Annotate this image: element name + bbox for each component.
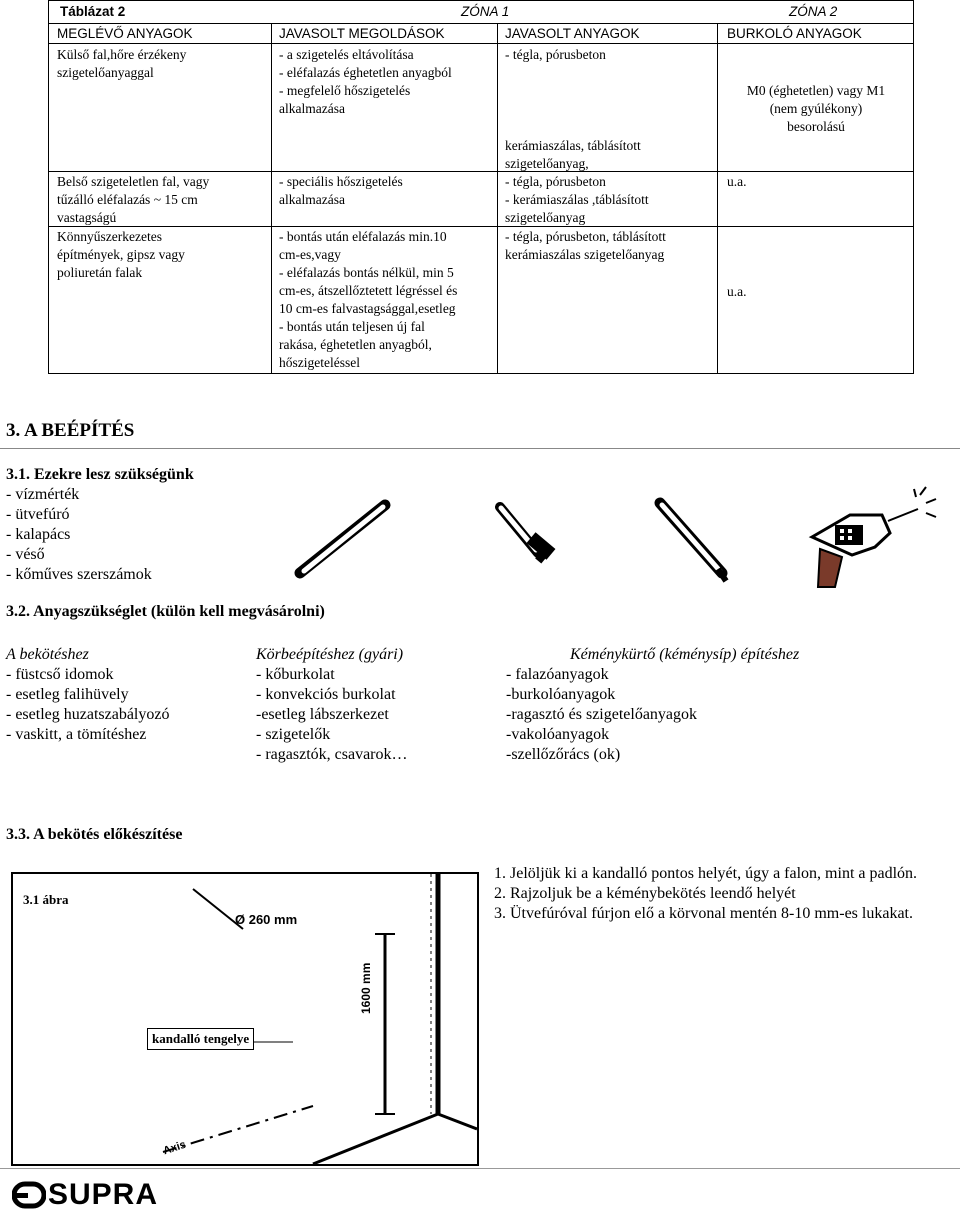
col1-heading: A bekötéshez	[6, 646, 89, 663]
figure-label: 3.1 ábra	[23, 892, 69, 907]
section3-title: 3. A BEÉPÍTÉS	[6, 420, 135, 441]
col1-list: - füstcső idomok - esetleg falihüvely - esetleg huzatszabályozó - vaskitt, a tömítéshez	[6, 666, 170, 743]
tools-list: - vízmérték - ütvefúró - kalapács - véső - kőműves szerszámok	[6, 486, 152, 583]
axis-marker: Axis	[161, 1138, 188, 1158]
steps-list: 1. Jelöljük ki a kandalló pontos helyét, úgy a falon, mint a padlón. 2. Rajzoljuk be a kéménybekötés leendő helyét 3. Ütvefúróval fúrjon elő a körvonal mentén 8-10 mm-es lukakat.	[494, 865, 918, 922]
row3-cladding: u.a.	[727, 284, 747, 299]
table-title: Táblázat 2	[60, 4, 126, 19]
tools-illustration	[290, 485, 950, 600]
sub33-title: 3.3. A bekötés előkészítése	[6, 826, 183, 843]
col2-list: - kőburkolat - konvekciós burkolat -esetleg lábszerkezet - szigetelők - ragasztók, csavarok…	[256, 666, 408, 763]
row2-existing: Belső szigeteletlen fal, vagy tűzálló eléfalazás ~ 15 cm vastagságú	[57, 174, 210, 225]
row2-solution: - speciális hőszigetelés alkalmazása	[279, 174, 403, 207]
logo-text: SUPRA	[48, 1178, 159, 1211]
chisel-icon	[660, 503, 726, 581]
header-existing: MEGLÉVŐ ANYAGOK	[57, 26, 193, 41]
supra-logo	[12, 1178, 158, 1212]
col3-heading: Kéménykürtő (kéménysíp) építéshez	[570, 646, 800, 663]
col2-heading: Körbeépítéshez (gyári)	[256, 646, 404, 663]
figure-3-1	[11, 872, 479, 1166]
drill-icon	[812, 487, 936, 587]
row3-existing: Könnyűszerkezetes építmények, gipsz vagy poliuretán falak	[57, 229, 185, 280]
footer-divider	[0, 1168, 960, 1169]
sub31-title: 3.1. Ezekre lesz szükségünk	[6, 466, 194, 483]
row3-materials: - tégla, pórusbeton, táblásított kerámiaszálas szigetelőanyag	[505, 229, 666, 262]
header-materials: JAVASOLT ANYAGOK	[505, 26, 640, 41]
zone2-label: ZÓNA 2	[789, 4, 838, 19]
row1-materials: - tégla, pórusbeton	[505, 47, 606, 62]
header-cladding: BURKOLÓ ANYAGOK	[727, 26, 862, 41]
row1-solution: - a szigetelés eltávolítása - eléfalazás éghetetlen anyagból - megfelelő hőszigetelés alkalmazása	[279, 47, 452, 116]
row2-materials: - tégla, pórusbeton - kerámiaszálas ,táblásított szigetelőanyag	[505, 174, 649, 225]
materials-table	[48, 0, 914, 374]
diameter-label: Ø 260 mm	[235, 912, 298, 927]
row1-existing: Külső fal,hőre érzékeny szigetelőanyaggal	[57, 47, 187, 80]
row1-cladding: M0 (éghetetlen) vagy M1 (nem gyúlékony) besorolású	[746, 83, 886, 134]
section-divider	[0, 448, 960, 449]
height-label: 1600 mm	[359, 962, 373, 1014]
row1-materials-cont: kerámiaszálas, táblásított szigetelőanyag,	[505, 138, 641, 171]
header-solutions: JAVASOLT MEGOLDÁSOK	[279, 26, 445, 41]
col3-list: - falazóanyagok -burkolóanyagok -ragasztó és szigetelőanyagok -vakolóanyagok -szellőzőrács (ok)	[506, 666, 698, 763]
hammer-icon	[500, 507, 555, 563]
spirit-level-icon	[300, 505, 385, 573]
sub32-title: 3.2. Anyagszükséglet (külön kell megvásárolni)	[6, 603, 325, 620]
row3-solution: - bontás után eléfalazás min.10 cm-es,vagy - eléfalazás bontás nélkül, min 5 cm-es, átszellőztetett légréssel és 10 cm-es falvastagsággal,esetleg - bontás után teljesen új fal rakása, éghetetlen anyagból, hőszigeteléssel	[279, 229, 458, 370]
row2-cladding: u.a.	[727, 174, 747, 189]
axis-label: kandalló tengelye	[147, 1028, 254, 1050]
supra-logo-icon	[12, 1180, 46, 1210]
zone1-label: ZÓNA 1	[461, 4, 510, 19]
